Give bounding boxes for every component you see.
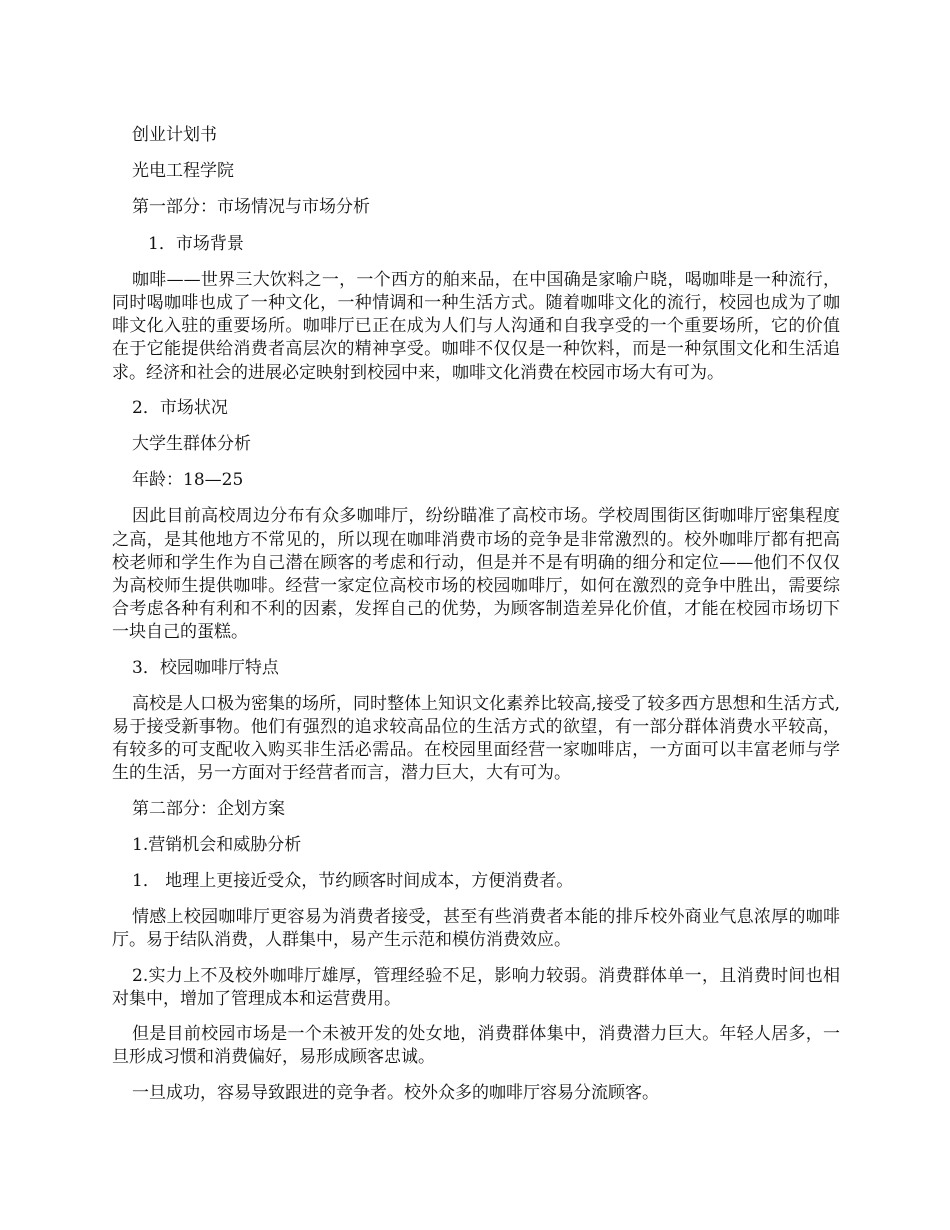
paragraph-emotional-advantage: 情感上校园咖啡厅更容易为消费者接受，甚至有些消费者本能的排斥校外商业气息浓厚的咖啡厅。易于结队消费，人群集中，易产生示范和模仿消费效应。 (112, 907, 840, 951)
paragraph-threat: 一旦成功，容易导致跟进的竞争者。校外众多的咖啡厅容易分流顾客。 (132, 1082, 659, 1103)
paragraph-market-background: 咖啡——世界三大饮料之一，一个西方的舶来品，在中国确是家喻户晓，喝咖啡是一种流行，同时喝咖啡也成了一种文化，一种情调和一种生活方式。随着咖啡文化的流行，校园也成为了咖啡文化入驻的重要场所。咖啡厅已正在成为人们与人沟通和自我享受的一个重要场所，它的价值在于它能提供给消费者高层次的精神享受。咖啡不仅仅是一种饮料，而是一种氛围文化和生活追求。经济和社会的进展必定映射到校园中来，咖啡文化消费在校园市场大有可为。 (112, 269, 840, 383)
paragraph-campus-features: 高校是人口极为密集的场所，同时整体上知识文化素养比较高,接受了较多西方思想和生活方式,易于接受新事物。他们有强烈的追求较高品位的生活方式的欲望，有一部分群体消费水平较高，有较多的可支配收入购买非生活必需品。在校园里面经营一家咖啡店，一方面可以丰富老师与学生的生活，另一方面对于经营者而言，潜力巨大，大有可为。 (112, 693, 840, 784)
paragraph-opportunity: 但是目前校园市场是一个未被开发的处女地，消费群体集中，消费潜力巨大。年轻人居多，一旦形成习惯和消费偏好，易形成顾客忠诚。 (112, 1024, 840, 1068)
paragraph-competition: 因此目前高校周边分布有众多咖啡厅，纷纷瞄准了高校市场。学校周围街区街咖啡厅密集程度之高，是其他地方不常见的，所以现在咖啡消费市场的竞争是非常激烈的。校外咖啡厅都有把高校老师和学生作为自己潜在顾客的考虑和行动，但是并不是有明确的细分和定位——他们不仅仅为高校师生提供咖啡。经营一家定位高校市场的校园咖啡厅，如何在激烈的竞争中胜出，需要综合考虑各种有利和不利的因素，发挥自己的优势，为顾客制造差异化价值，才能在校园市场切下一块自己的蛋糕。 (112, 506, 840, 643)
subheading-student-analysis: 大学生群体分析 (132, 434, 251, 455)
section-heading-part-two: 第二部分：企划方案 (132, 798, 285, 819)
document-title: 创业计划书 (132, 125, 217, 145)
subheading-campus-cafe-features: 3．校园咖啡厅特点 (132, 657, 279, 678)
subheading-market-status: 2．市场状况 (132, 397, 228, 418)
college-name: 光电工程学院 (132, 161, 234, 182)
list-item-geography: 1． 地理上更接近受众，节约顾客时间成本，方便消费者。 (132, 871, 574, 892)
subheading-market-background: 1．市场背景 (148, 233, 244, 254)
subheading-swot: 1.营销机会和威胁分析 (132, 834, 302, 855)
document-body (112, 124, 840, 1118)
age-range-line: 年龄：18—25 (132, 470, 244, 491)
paragraph-weakness: 2.实力上不及校外咖啡厅雄厚，管理经验不足，影响力较弱。消费群体单一，且消费时间也相对集中，增加了管理成本和运营费用。 (112, 965, 840, 1009)
section-heading-part-one: 第一部分：市场情况与市场分析 (132, 197, 370, 218)
